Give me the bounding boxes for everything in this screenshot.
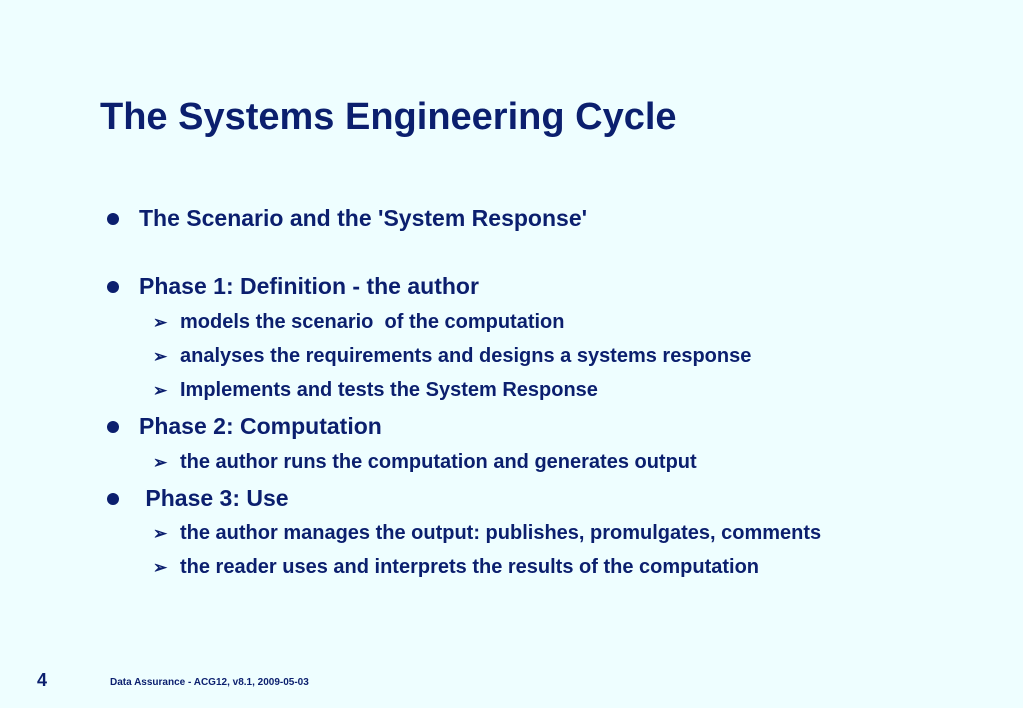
- arrowhead-bullet-icon: ➢: [153, 346, 168, 366]
- bullet-text: Phase 2: Computation: [139, 413, 382, 439]
- sub-bullet-implements: [153, 379, 598, 402]
- bullet-text: Phase 3: Use: [139, 485, 289, 511]
- sub-bullet-reader: [153, 556, 759, 579]
- arrowhead-bullet-icon: ➢: [153, 557, 168, 577]
- arrowhead-bullet-icon: ➢: [153, 452, 168, 472]
- sub-bullet-text: Implements and tests the System Response: [180, 379, 598, 401]
- bullet-text: Phase 1: Definition - the author: [139, 273, 479, 299]
- sub-bullet-manages: [153, 522, 821, 545]
- page-number: 4: [37, 670, 48, 690]
- sub-bullet-text: the author manages the output: publishes, promulgates, comments: [180, 522, 822, 544]
- sub-bullet-runs: [153, 451, 697, 474]
- sub-bullet-text: analyses the requirements and designs a systems response: [180, 345, 752, 367]
- bullet-scenario: [107, 205, 587, 232]
- bullet-dot-icon: [107, 493, 119, 505]
- bullet-phase-2: [107, 413, 382, 440]
- bullet-text: The Scenario and the 'System Response': [139, 205, 588, 231]
- sub-bullet-text: the reader uses and interprets the results of the computation: [180, 556, 760, 578]
- bullet-dot-icon: [107, 281, 119, 293]
- arrowhead-bullet-icon: ➢: [153, 523, 168, 543]
- bullet-dot-icon: [107, 213, 119, 225]
- bullet-dot-icon: [107, 421, 119, 433]
- sub-bullet-analyses: [153, 345, 751, 368]
- footer-text: Data Assurance - ACG12, v8.1, 2009-05-03: [110, 677, 309, 688]
- bullet-phase-3: [107, 485, 289, 512]
- bullet-phase-1: [107, 273, 479, 300]
- sub-bullet-text: the author runs the computation and generates output: [180, 451, 697, 473]
- arrowhead-bullet-icon: ➢: [153, 312, 168, 332]
- arrowhead-bullet-icon: ➢: [153, 380, 168, 400]
- sub-bullet-models: [153, 311, 565, 334]
- sub-bullet-text: models the scenario of the computation: [180, 311, 565, 333]
- slide-title: The Systems Engineering Cycle: [100, 96, 677, 138]
